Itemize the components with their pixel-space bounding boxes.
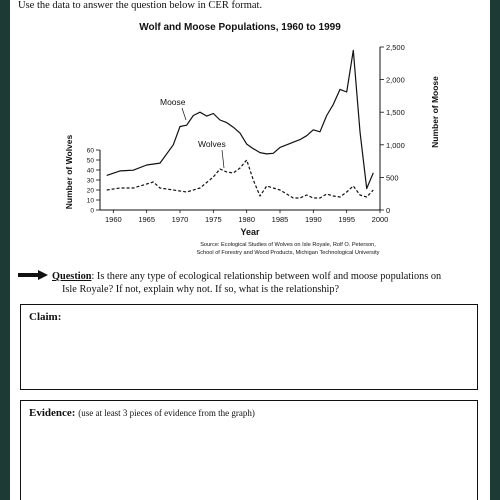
y-right-tick-label: 500 bbox=[386, 173, 399, 183]
x-tick-label: 1965 bbox=[138, 215, 156, 224]
y-axis-right-label: Number of Moose bbox=[430, 76, 440, 148]
x-tick-label: 1980 bbox=[238, 215, 256, 224]
x-axis-label: Year bbox=[240, 227, 260, 237]
instruction-text: Use the data to answer the question below in CER format. bbox=[18, 0, 263, 11]
worksheet-page bbox=[10, 0, 490, 500]
wolves-series-label: Wolves bbox=[198, 139, 226, 149]
y-right-tick-label: 1,500 bbox=[386, 108, 405, 118]
population-chart bbox=[10, 12, 490, 274]
y-left-tick-label: 20 bbox=[86, 187, 94, 195]
y-left-tick-label: 0 bbox=[90, 207, 94, 215]
question-label: Question bbox=[52, 271, 92, 282]
question-block bbox=[18, 270, 488, 296]
y-right-tick-label: 1,000 bbox=[386, 140, 405, 150]
source-note-line1: Source: Ecological Studies of Wolves on Isle Royale, Rolf O. Peterson, bbox=[200, 242, 376, 248]
wolves-label-pointer bbox=[222, 150, 224, 168]
wolves-series-line bbox=[107, 160, 374, 198]
y-left-tick-label: 50 bbox=[86, 157, 94, 165]
y-left-tick-label: 60 bbox=[86, 147, 94, 155]
x-tick-label: 1970 bbox=[171, 215, 189, 224]
evidence-note: (use at least 3 pieces of evidence from the graph) bbox=[78, 408, 255, 418]
chart-title: Wolf and Moose Populations, 1960 to 1999 bbox=[139, 22, 341, 33]
y-right-tick-label: 2,500 bbox=[386, 43, 405, 52]
claim-answer-box[interactable] bbox=[20, 304, 478, 390]
evidence-label: Evidence: bbox=[29, 407, 76, 419]
question-text-line2: Isle Royale? If not, explain why not. If so, what is the relationship? bbox=[62, 284, 340, 295]
y-left-tick-label: 10 bbox=[86, 197, 94, 205]
arrow-right-icon bbox=[18, 270, 48, 280]
question-text-line1: : Is there any type of ecological relationship between wolf and moose populations on bbox=[91, 271, 442, 282]
evidence-answer-box[interactable] bbox=[20, 400, 478, 500]
y-axis-left-label: Number of Wolves bbox=[64, 134, 74, 210]
x-tick-label: 1960 bbox=[104, 215, 122, 224]
x-tick-label: 1995 bbox=[338, 215, 356, 224]
x-tick-label: 1990 bbox=[304, 215, 322, 224]
y-left-tick-label: 30 bbox=[86, 177, 94, 185]
x-tick-label: 2000 bbox=[371, 215, 389, 224]
claim-label: Claim: bbox=[29, 311, 62, 323]
source-note-line2: School of Forestry and Wood Products, Michigan Technological University bbox=[196, 250, 380, 256]
moose-series-label: Moose bbox=[160, 97, 186, 107]
x-tick-label: 1975 bbox=[204, 215, 222, 224]
y-right-tick-label: 0 bbox=[386, 206, 391, 215]
moose-label-pointer bbox=[182, 108, 186, 120]
y-right-tick-label: 2,000 bbox=[386, 75, 405, 85]
x-tick-label: 1985 bbox=[271, 215, 289, 224]
y-left-tick-label: 40 bbox=[86, 167, 94, 175]
